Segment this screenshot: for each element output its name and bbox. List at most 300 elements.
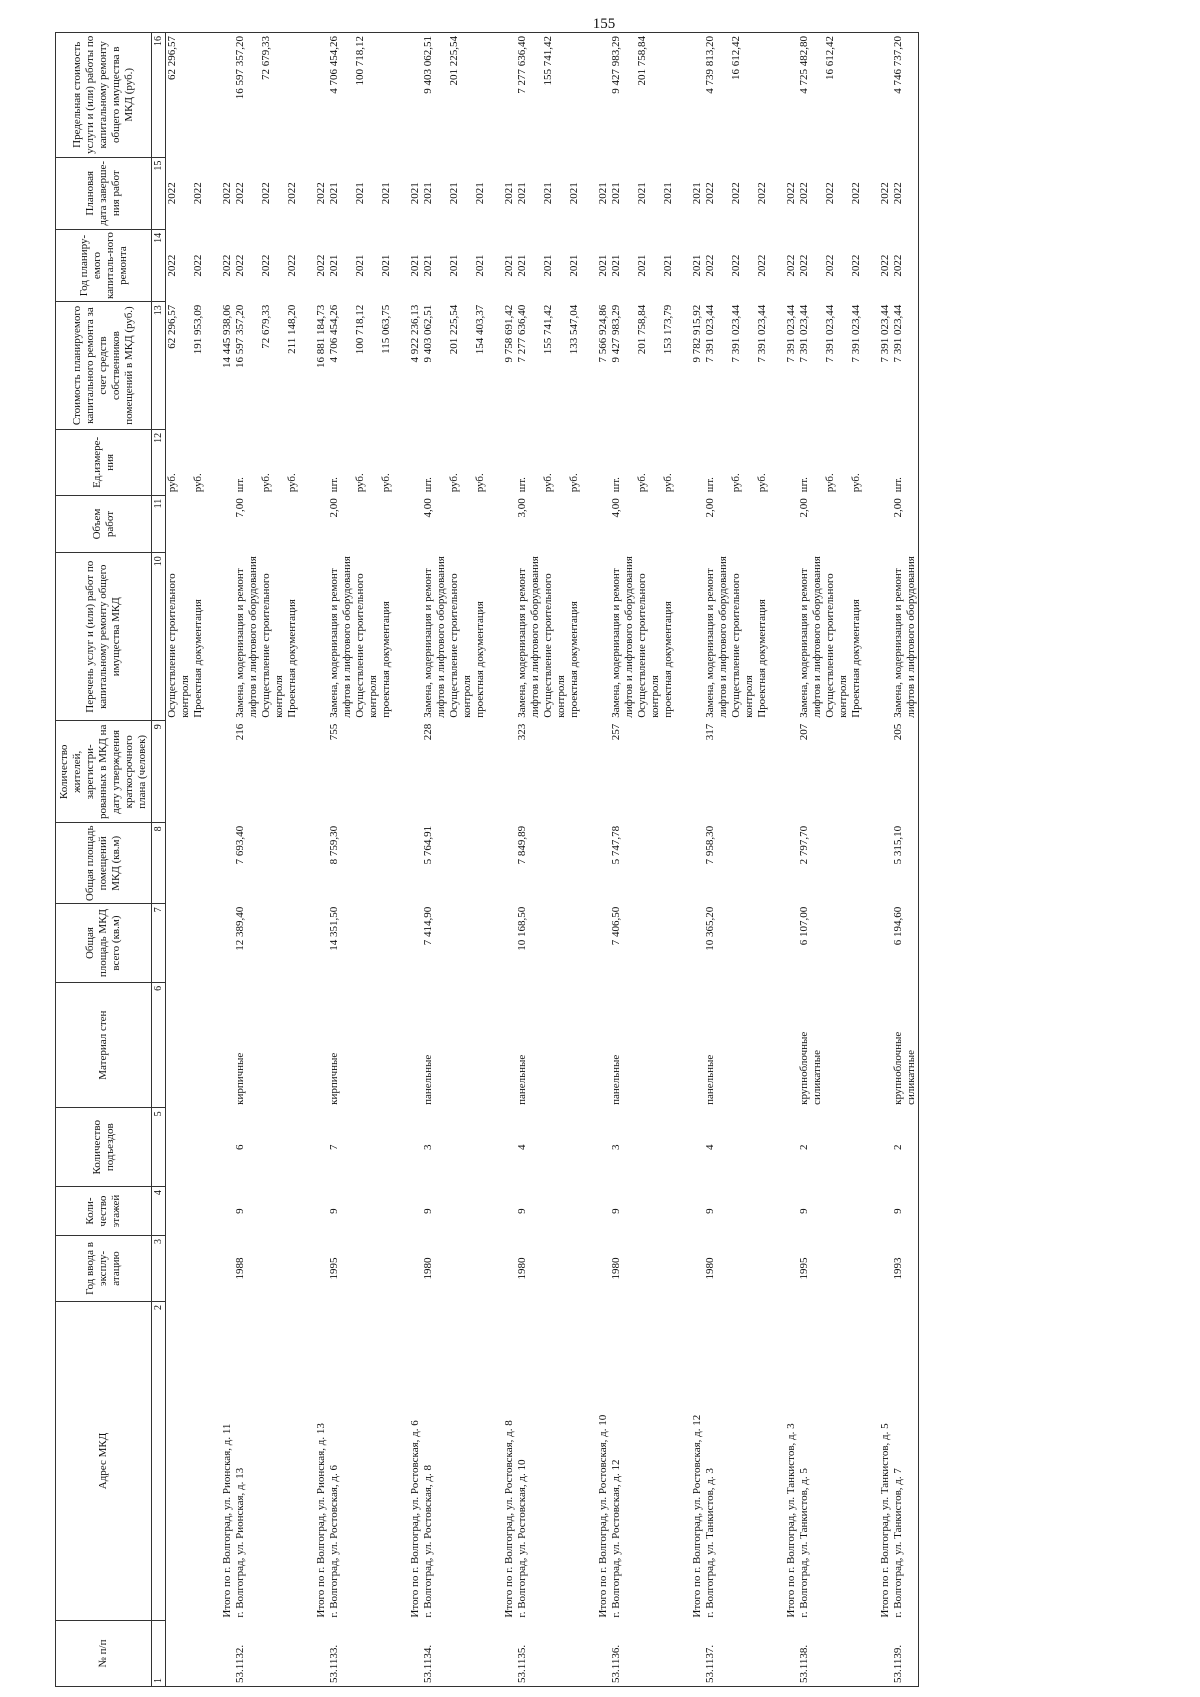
work-cost: 7 277 636,40 [516, 304, 528, 363]
empty-cell [581, 495, 610, 552]
work-unit: руб. [380, 473, 392, 493]
empty-cell [166, 1236, 193, 1302]
empty-cell [824, 982, 850, 1108]
empty-cell [474, 823, 487, 904]
work-volume [542, 495, 568, 552]
empty-cell [286, 721, 299, 823]
work-cost: 153 173,79 [662, 304, 674, 355]
empty-cell [675, 553, 704, 721]
total-limit-cost [393, 33, 422, 158]
work-unit: руб. [354, 473, 366, 493]
residents-count: 207 [798, 723, 810, 741]
work-limit-cost: 4 706 454,26 [328, 36, 340, 94]
total-limit-cost [863, 33, 892, 158]
work-unit: руб. [192, 473, 204, 493]
header-col-8: Общая площадь помещений МКД (кв.м) [56, 823, 152, 904]
work-year: 2022 [260, 254, 272, 277]
work-limit-cost: 16 612,42 [824, 36, 836, 80]
work-limit-cost: 9 403 062,51 [422, 36, 434, 94]
work-volume [286, 495, 299, 552]
work-limit-cost [380, 33, 393, 158]
work-volume: 2,00 [892, 498, 904, 518]
empty-cell [260, 1301, 286, 1620]
work-year: 2021 [636, 254, 648, 277]
header-col-7: Общая площадь МКД всего (кв.м) [56, 904, 152, 983]
empty-cell [730, 904, 756, 983]
total-cost: 14 445 938,06 [221, 304, 233, 368]
column-number-11: 11 [152, 495, 166, 552]
work-row [380, 33, 393, 1687]
work-limit-cost: 4 746 737,20 [892, 36, 904, 94]
empty-cell [448, 1187, 474, 1236]
empty-cell [260, 1108, 286, 1187]
work-row [824, 33, 850, 1687]
empty-cell [205, 553, 234, 721]
work-limit-cost: 100 718,12 [354, 36, 366, 86]
column-number-2: 2 [152, 1301, 166, 1620]
work-year: 2022 [824, 254, 836, 277]
residents-count: 228 [422, 723, 434, 741]
work-limit-cost: 72 679,33 [260, 36, 272, 80]
empty-cell [260, 721, 286, 823]
empty-cell [542, 1236, 568, 1302]
empty-cell [448, 1301, 474, 1620]
work-volume [756, 495, 769, 552]
empty-cell [824, 823, 850, 904]
total-row [487, 33, 516, 1687]
entrances-count: 4 [704, 1144, 716, 1151]
floors-count: 9 [704, 1208, 716, 1214]
empty-cell [636, 1187, 662, 1236]
total-area: 6 107,00 [798, 906, 810, 946]
work-year: 2022 [756, 254, 768, 277]
row-number: 53.1136. [610, 1621, 636, 1687]
total-year: 2022 [315, 254, 327, 277]
empty-cell [730, 1187, 756, 1236]
empty-cell [166, 1621, 193, 1687]
work-year: 2021 [516, 254, 528, 277]
address: г. Волгоград, ул. Танкистов, д. 5 [798, 1468, 810, 1618]
empty-cell [393, 1621, 422, 1687]
empty-cell [756, 904, 769, 983]
empty-cell [260, 1187, 286, 1236]
work-name: Осуществление строительного контроля [354, 573, 379, 718]
work-unit: шт. [422, 477, 434, 493]
empty-cell [581, 1621, 610, 1687]
empty-cell [299, 495, 328, 552]
work-row [730, 33, 756, 1687]
header-col-16: Предельная стоимость услуги и (или) работы по капитальному ремонту общего имущества в МКД (руб.) [56, 33, 152, 158]
work-limit-cost: 4 725 482,80 [798, 36, 810, 94]
work-name: Осуществление строительного контроля [260, 573, 285, 718]
work-end-date: 2021 [328, 182, 340, 205]
empty-cell [730, 823, 756, 904]
empty-cell [542, 823, 568, 904]
empty-cell [850, 721, 863, 823]
work-limit-cost: 201 758,84 [636, 36, 648, 86]
work-unit: руб. [662, 473, 674, 493]
empty-cell [730, 1301, 756, 1620]
column-number-3: 3 [152, 1236, 166, 1302]
empty-cell [769, 429, 798, 495]
work-end-date: 2022 [756, 182, 768, 205]
wall-material: кирпичные [234, 1052, 246, 1105]
total-row [393, 33, 422, 1687]
work-year: 2022 [234, 254, 246, 277]
total-end-date: 2022 [785, 182, 797, 205]
work-unit: шт. [704, 477, 716, 493]
header-row [56, 33, 152, 1687]
work-name: Замена, модернизация и ремонт лифтов и лифтового оборудования [798, 556, 823, 718]
work-year: 2021 [568, 254, 580, 277]
work-limit-cost: 4 739 813,20 [704, 36, 716, 94]
work-row [610, 33, 636, 1687]
work-end-date: 2022 [286, 182, 298, 205]
floors-count: 9 [328, 1208, 340, 1214]
work-year: 2022 [286, 254, 298, 277]
empty-cell [850, 823, 863, 904]
column-number-15: 15 [152, 157, 166, 229]
empty-cell [192, 721, 205, 823]
work-cost: 211 148,20 [286, 304, 298, 354]
column-number-8: 8 [152, 823, 166, 904]
work-year: 2022 [798, 254, 810, 277]
year-commissioned: 1995 [798, 1257, 810, 1280]
empty-cell [542, 1187, 568, 1236]
page-number: 155 [592, 16, 616, 32]
row-number: 53.1137. [704, 1621, 730, 1687]
empty-cell [393, 429, 422, 495]
work-volume: 2,00 [328, 498, 340, 518]
work-volume [636, 495, 662, 552]
work-limit-cost [662, 33, 675, 158]
work-name: Осуществление строительного контроля [636, 573, 661, 718]
work-volume [260, 495, 286, 552]
total-year: 2022 [879, 254, 891, 277]
work-volume: 2,00 [798, 498, 810, 518]
work-cost: 9 403 062,51 [422, 304, 434, 363]
work-limit-cost [286, 33, 299, 158]
empty-cell [354, 1301, 380, 1620]
wall-material: панельные [704, 1054, 716, 1105]
total-end-date: 2021 [409, 182, 421, 205]
empty-cell [205, 495, 234, 552]
work-end-date: 2021 [662, 182, 674, 205]
work-volume [166, 495, 193, 552]
empty-cell [487, 553, 516, 721]
total-end-date: 2021 [503, 182, 515, 205]
residents-count: 205 [892, 723, 904, 741]
column-number-10: 10 [152, 553, 166, 721]
empty-cell [393, 553, 422, 721]
work-volume [354, 495, 380, 552]
empty-cell [675, 429, 704, 495]
empty-cell [730, 1621, 756, 1687]
work-end-date: 2021 [380, 182, 392, 205]
work-volume: 3,00 [516, 498, 528, 518]
empty-cell [380, 1301, 393, 1620]
header-col-10: Перечень услуг и (или) работ по капитальному ремонту общего имущества МКД [56, 553, 152, 721]
work-unit: руб. [850, 473, 862, 493]
empty-cell [568, 1236, 581, 1302]
empty-cell [662, 1236, 675, 1302]
empty-cell [286, 1621, 299, 1687]
header-col-15: Плановая дата заверше-ния работ [56, 157, 152, 229]
work-row [636, 33, 662, 1687]
empty-cell [662, 982, 675, 1108]
column-number-12: 12 [152, 429, 166, 495]
header-col-3: Год ввода в эксплу-атацию [56, 1236, 152, 1302]
empty-cell [166, 721, 193, 823]
entrances-count: 2 [892, 1144, 904, 1151]
empty-cell [205, 1621, 234, 1687]
address: г. Волгоград, ул. Ростовская, д. 8 [422, 1464, 434, 1618]
work-row [798, 33, 824, 1687]
year-commissioned: 1980 [610, 1257, 622, 1280]
work-volume: 2,00 [704, 498, 716, 518]
row-number: 53.1139. [892, 1621, 919, 1687]
empty-cell [474, 1187, 487, 1236]
residents-count: 323 [516, 723, 528, 741]
column-number-9: 9 [152, 721, 166, 823]
total-year: 2021 [597, 254, 609, 277]
empty-cell [166, 982, 193, 1108]
work-unit: руб. [474, 473, 486, 493]
row-number: 53.1135. [516, 1621, 542, 1687]
empty-cell [166, 1301, 193, 1620]
work-limit-cost [474, 33, 487, 158]
work-year: 2022 [166, 254, 178, 277]
work-year: 2021 [422, 254, 434, 277]
column-number-4: 4 [152, 1187, 166, 1236]
total-year: 2022 [221, 254, 233, 277]
empty-cell [662, 1621, 675, 1687]
work-cost: 7 391 023,44 [756, 304, 768, 363]
total-limit-cost [487, 33, 516, 158]
column-number-13: 13 [152, 302, 166, 430]
empty-cell [824, 1301, 850, 1620]
work-end-date: 2022 [192, 182, 204, 205]
empty-cell [542, 1621, 568, 1687]
empty-cell [756, 1108, 769, 1187]
total-year: 2022 [785, 254, 797, 277]
empty-cell [863, 429, 892, 495]
work-year: 2021 [542, 254, 554, 277]
empty-cell [286, 1108, 299, 1187]
total-cost: 9 782 915,92 [691, 304, 703, 363]
entrances-count: 3 [610, 1144, 622, 1151]
empty-cell [568, 1108, 581, 1187]
empty-cell [730, 982, 756, 1108]
work-row [422, 33, 448, 1687]
work-end-date: 2022 [234, 182, 246, 205]
empty-cell [850, 1621, 863, 1687]
work-limit-cost: 16 612,42 [730, 36, 742, 80]
total-limit-cost [205, 33, 234, 158]
work-cost: 7 391 023,44 [850, 304, 862, 363]
empty-cell [824, 1187, 850, 1236]
empty-cell [354, 823, 380, 904]
header-col-14: Год планиру-емого капиталь-ного ремонта [56, 229, 152, 301]
work-cost: 201 758,84 [636, 304, 648, 355]
empty-cell [299, 553, 328, 721]
work-row [568, 33, 581, 1687]
work-cost: 155 741,42 [542, 304, 554, 355]
work-unit: руб. [448, 473, 460, 493]
column-number-6: 6 [152, 982, 166, 1108]
total-area: 6 194,60 [892, 906, 904, 946]
empty-cell [675, 1621, 704, 1687]
empty-cell [636, 904, 662, 983]
wall-material: кирпичные [328, 1052, 340, 1105]
total-label: Итого по г. Волгоград, ул. Танкистов, д. 3 [785, 1423, 797, 1618]
empty-cell [205, 429, 234, 495]
total-end-date: 2022 [879, 182, 891, 205]
header-col-4: Коли-чество этажей [56, 1187, 152, 1236]
empty-cell [730, 1236, 756, 1302]
work-name: Осуществление строительного контроля [448, 573, 473, 718]
empty-cell [542, 721, 568, 823]
empty-cell [448, 823, 474, 904]
empty-cell [636, 982, 662, 1108]
total-end-date: 2022 [315, 182, 327, 205]
work-volume [380, 495, 393, 552]
total-cost: 7 391 023,44 [785, 304, 797, 363]
total-row [299, 33, 328, 1687]
work-end-date: 2021 [474, 182, 486, 205]
total-label: Итого по г. Волгоград, ул. Рионская, д. 11 [221, 1423, 233, 1618]
floors-count: 9 [516, 1208, 528, 1214]
work-name: проектная документация [380, 601, 392, 718]
work-cost: 133 547,04 [568, 304, 580, 355]
empty-cell [730, 721, 756, 823]
work-year: 2021 [610, 254, 622, 277]
work-cost: 115 063,75 [380, 304, 392, 354]
work-cost: 7 391 023,44 [704, 304, 716, 363]
empty-cell [568, 904, 581, 983]
premises-area: 5 315,10 [892, 825, 904, 865]
empty-cell [260, 982, 286, 1108]
total-area: 14 351,50 [328, 906, 340, 951]
work-unit: шт. [798, 477, 810, 493]
premises-area: 5 747,78 [610, 825, 622, 865]
work-name: Замена, модернизация и ремонт лифтов и лифтового оборудования [610, 556, 635, 718]
empty-cell [581, 429, 610, 495]
empty-cell [286, 823, 299, 904]
residents-count: 755 [328, 723, 340, 741]
empty-cell [192, 904, 205, 983]
empty-cell [824, 721, 850, 823]
empty-cell [354, 1621, 380, 1687]
empty-cell [568, 1301, 581, 1620]
empty-cell [636, 1236, 662, 1302]
work-row [166, 33, 193, 1687]
work-unit: руб. [824, 473, 836, 493]
work-cost: 100 718,12 [354, 304, 366, 355]
entrances-count: 6 [234, 1144, 246, 1151]
empty-cell [487, 495, 516, 552]
work-name: Осуществление строительного контроля [824, 573, 849, 718]
row-number: 53.1133. [328, 1621, 354, 1687]
table-body [166, 33, 919, 1687]
row-number: 53.1134. [422, 1621, 448, 1687]
empty-cell [863, 1621, 892, 1687]
empty-cell [166, 1187, 193, 1236]
header-col-6: Материал стен [56, 982, 152, 1108]
column-number-5: 5 [152, 1108, 166, 1187]
total-area: 10 168,50 [516, 906, 528, 951]
empty-cell [448, 982, 474, 1108]
total-area: 7 406,50 [610, 906, 622, 946]
empty-cell [474, 1621, 487, 1687]
entrances-count: 4 [516, 1144, 528, 1151]
work-year: 2022 [850, 254, 862, 277]
empty-cell [166, 823, 193, 904]
total-limit-cost [581, 33, 610, 158]
wall-material: крупноблочные силикатные [892, 1031, 917, 1105]
year-commissioned: 1995 [328, 1257, 340, 1280]
work-volume [568, 495, 581, 552]
empty-cell [260, 1236, 286, 1302]
empty-cell [636, 1621, 662, 1687]
empty-cell [769, 1621, 798, 1687]
total-year: 2021 [691, 254, 703, 277]
premises-area: 2 797,70 [798, 825, 810, 865]
work-name: Проектная документация [850, 599, 862, 718]
total-area: 10 365,20 [704, 906, 716, 951]
work-row [516, 33, 542, 1687]
work-limit-cost [192, 33, 205, 158]
address: г. Волгоград, ул. Ростовская, д. 12 [610, 1459, 622, 1618]
empty-cell [286, 904, 299, 983]
empty-cell [166, 1108, 193, 1187]
total-label: Итого по г. Волгоград, ул. Ростовская, д. 12 [691, 1414, 703, 1618]
empty-cell [662, 1108, 675, 1187]
empty-cell [542, 904, 568, 983]
work-year: 2021 [380, 254, 392, 277]
work-cost: 62 296,57 [166, 304, 178, 349]
work-end-date: 2021 [448, 182, 460, 205]
total-area: 7 414,90 [422, 906, 434, 946]
work-row [260, 33, 286, 1687]
empty-cell [448, 1621, 474, 1687]
empty-cell [662, 721, 675, 823]
empty-cell [380, 1108, 393, 1187]
work-row [234, 33, 260, 1687]
entrances-count: 3 [422, 1144, 434, 1151]
wall-material: крупноблочные силикатные [798, 1031, 823, 1105]
empty-cell [850, 982, 863, 1108]
header-col-9: Количество жителей, зарегистри-рованных в МКД на дату утверждения краткосрочного плана (человек) [56, 721, 152, 823]
work-cost: 7 391 023,44 [892, 304, 904, 363]
empty-cell [850, 1187, 863, 1236]
work-name: Осуществление строительного контроля [166, 573, 191, 718]
work-end-date: 2022 [166, 182, 178, 205]
empty-cell [568, 1187, 581, 1236]
total-label: Итого по г. Волгоград, ул. Ростовская, д. 8 [503, 1420, 515, 1618]
empty-cell [863, 553, 892, 721]
column-number-1: 1 [152, 1621, 166, 1687]
work-row [892, 33, 919, 1687]
work-row [474, 33, 487, 1687]
empty-cell [636, 721, 662, 823]
work-cost: 201 225,54 [448, 304, 460, 355]
total-end-date: 2021 [597, 182, 609, 205]
year-commissioned: 1980 [422, 1257, 434, 1280]
work-end-date: 2021 [354, 182, 366, 205]
work-name: Замена, модернизация и ремонт лифтов и лифтового оборудования [892, 556, 917, 718]
floors-count: 9 [234, 1208, 246, 1214]
